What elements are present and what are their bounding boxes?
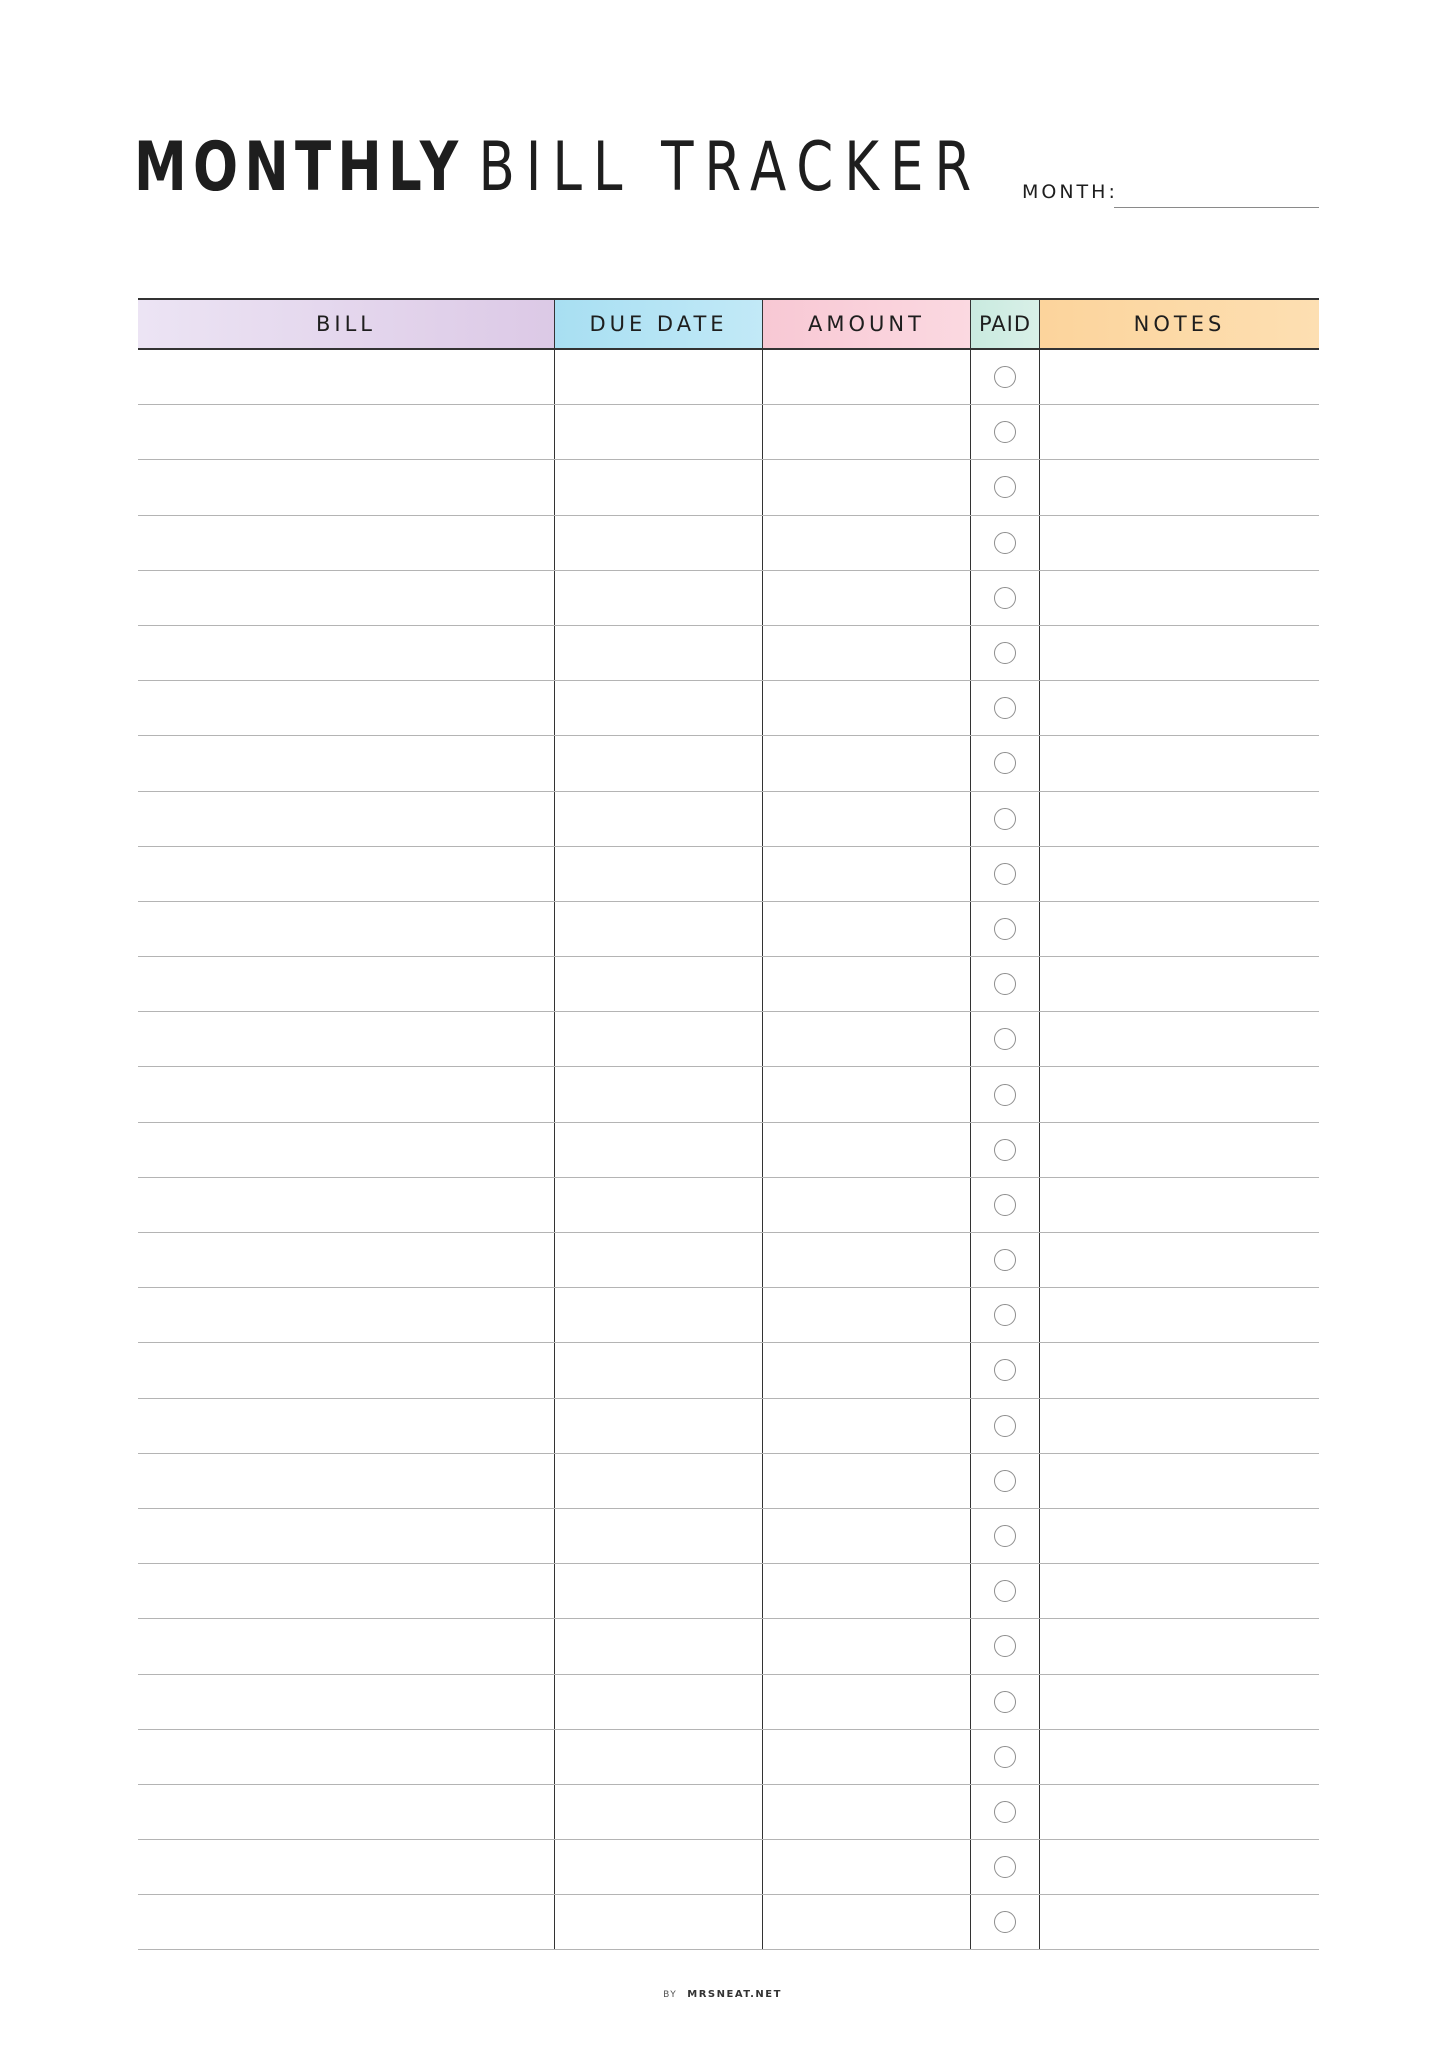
paid-checkbox[interactable] [994,642,1016,664]
bill-cell[interactable] [138,736,555,790]
title-light: BILL TRACKER [478,128,983,207]
bill-cell[interactable] [138,902,555,956]
header-notes: NOTES [1040,300,1319,348]
table-row [138,1785,1319,1840]
paid-cell[interactable] [971,1895,1040,1949]
paid-checkbox[interactable] [994,697,1016,719]
amount-cell[interactable] [763,902,971,956]
bill-cell[interactable] [138,1785,555,1839]
paid-checkbox[interactable] [994,1359,1016,1381]
paid-cell[interactable] [971,736,1040,790]
paid-cell[interactable] [971,1399,1040,1453]
bill-cell[interactable] [138,350,555,404]
bill-table [138,298,1319,1950]
due-date-cell[interactable] [555,1895,763,1949]
bill-cell[interactable] [138,1454,555,1508]
notes-cell[interactable] [1040,1730,1319,1784]
due-date-cell[interactable] [555,1178,763,1232]
paid-checkbox[interactable] [994,1746,1016,1768]
due-date-cell[interactable] [555,460,763,514]
amount-cell[interactable] [763,571,971,625]
amount-cell[interactable] [763,847,971,901]
title-bold: MONTHLY [134,128,465,207]
paid-cell[interactable] [971,957,1040,1011]
notes-cell[interactable] [1040,957,1319,1011]
paid-cell[interactable] [971,1840,1040,1894]
amount-cell[interactable] [763,1785,971,1839]
header-bill: BILL [138,300,555,348]
bill-cell[interactable] [138,571,555,625]
table-row [138,1730,1319,1785]
notes-cell[interactable] [1040,1454,1319,1508]
notes-cell[interactable] [1040,792,1319,846]
table-row [138,1564,1319,1619]
paid-checkbox[interactable] [994,1249,1016,1271]
paid-cell[interactable] [971,1619,1040,1673]
bill-cell[interactable] [138,1840,555,1894]
paid-checkbox[interactable] [994,1525,1016,1547]
paid-cell[interactable] [971,405,1040,459]
notes-cell[interactable] [1040,1178,1319,1232]
bill-cell[interactable] [138,1730,555,1784]
paid-checkbox[interactable] [994,1415,1016,1437]
notes-cell[interactable] [1040,1067,1319,1121]
amount-cell[interactable] [763,626,971,680]
amount-cell[interactable] [763,1840,971,1894]
paid-checkbox[interactable] [994,476,1016,498]
notes-cell[interactable] [1040,1564,1319,1618]
due-date-cell[interactable] [555,681,763,735]
paid-cell[interactable] [971,1178,1040,1232]
notes-cell[interactable] [1040,847,1319,901]
amount-cell[interactable] [763,1730,971,1784]
paid-cell[interactable] [971,1288,1040,1342]
due-date-cell[interactable] [555,1233,763,1287]
paid-cell[interactable] [971,460,1040,514]
table-row [138,1399,1319,1454]
notes-cell[interactable] [1040,1123,1319,1177]
header-amount: AMOUNT [763,300,971,348]
bill-cell[interactable] [138,1012,555,1066]
bill-cell[interactable] [138,1399,555,1453]
due-date-cell[interactable] [555,405,763,459]
notes-cell[interactable] [1040,736,1319,790]
amount-cell[interactable] [763,1619,971,1673]
due-date-cell[interactable] [555,1840,763,1894]
paid-checkbox[interactable] [994,1856,1016,1878]
bill-cell[interactable] [138,1233,555,1287]
table-row [138,350,1319,405]
paid-cell[interactable] [971,1564,1040,1618]
paid-cell[interactable] [971,1454,1040,1508]
month-input-line[interactable] [1114,207,1319,208]
header-due-date: DUE DATE [555,300,763,348]
month-label: MONTH: [1022,181,1118,203]
table-row [138,405,1319,460]
notes-cell[interactable] [1040,1840,1319,1894]
bill-cell[interactable] [138,1288,555,1342]
header-paid: PAID [971,300,1040,348]
paid-cell[interactable] [971,1675,1040,1729]
due-date-cell[interactable] [555,1619,763,1673]
due-date-cell[interactable] [555,1012,763,1066]
amount-cell[interactable] [763,792,971,846]
paid-cell[interactable] [971,571,1040,625]
bill-cell[interactable] [138,1619,555,1673]
amount-cell[interactable] [763,460,971,514]
due-date-cell[interactable] [555,1730,763,1784]
table-row [138,1288,1319,1343]
notes-cell[interactable] [1040,1895,1319,1949]
amount-cell[interactable] [763,1343,971,1397]
notes-cell[interactable] [1040,626,1319,680]
due-date-cell[interactable] [555,1123,763,1177]
notes-cell[interactable] [1040,681,1319,735]
table-row [138,626,1319,681]
notes-cell[interactable] [1040,1675,1319,1729]
amount-cell[interactable] [763,1233,971,1287]
table-row [138,460,1319,515]
paid-cell[interactable] [971,847,1040,901]
notes-cell[interactable] [1040,1233,1319,1287]
table-row [138,1675,1319,1730]
table-row [138,1178,1319,1233]
paid-checkbox[interactable] [994,1911,1016,1933]
paid-checkbox[interactable] [994,973,1016,995]
amount-cell[interactable] [763,1895,971,1949]
amount-cell[interactable] [763,1399,971,1453]
paid-checkbox[interactable] [994,1139,1016,1161]
bill-cell[interactable] [138,1343,555,1397]
paid-cell[interactable] [971,902,1040,956]
paid-checkbox[interactable] [994,752,1016,774]
paid-checkbox[interactable] [994,808,1016,830]
bill-cell[interactable] [138,681,555,735]
table-row [138,1343,1319,1398]
table-row [138,1619,1319,1674]
notes-cell[interactable] [1040,902,1319,956]
amount-cell[interactable] [763,516,971,570]
bill-cell[interactable] [138,957,555,1011]
bill-cell[interactable] [138,1509,555,1563]
bill-cell[interactable] [138,792,555,846]
due-date-cell[interactable] [555,1399,763,1453]
table-row [138,736,1319,791]
table-row [138,516,1319,571]
table-row [138,1840,1319,1895]
page-title [134,118,982,218]
paid-cell[interactable] [971,1123,1040,1177]
table-row [138,957,1319,1012]
footer-by: BY [663,1990,678,2000]
amount-cell[interactable] [763,1509,971,1563]
due-date-cell[interactable] [555,736,763,790]
amount-cell[interactable] [763,1454,971,1508]
notes-cell[interactable] [1040,1288,1319,1342]
table-row [138,681,1319,736]
notes-cell[interactable] [1040,1785,1319,1839]
due-date-cell[interactable] [555,1675,763,1729]
paid-cell[interactable] [971,1012,1040,1066]
due-date-cell[interactable] [555,792,763,846]
paid-checkbox[interactable] [994,1084,1016,1106]
table-row [138,1509,1319,1564]
notes-cell[interactable] [1040,1343,1319,1397]
paid-cell[interactable] [971,681,1040,735]
paid-checkbox[interactable] [994,1028,1016,1050]
notes-cell[interactable] [1040,516,1319,570]
paid-cell[interactable] [971,1233,1040,1287]
paid-checkbox[interactable] [994,532,1016,554]
paid-cell[interactable] [971,626,1040,680]
table-row [138,1012,1319,1067]
paid-checkbox[interactable] [994,1304,1016,1326]
footer-site: MRSNEAT.NET [687,1989,782,2000]
due-date-cell[interactable] [555,1343,763,1397]
paid-checkbox[interactable] [994,1580,1016,1602]
amount-cell[interactable] [763,1288,971,1342]
notes-cell[interactable] [1040,571,1319,625]
paid-checkbox[interactable] [994,918,1016,940]
due-date-cell[interactable] [555,957,763,1011]
notes-cell[interactable] [1040,460,1319,514]
amount-cell[interactable] [763,1675,971,1729]
paid-checkbox[interactable] [994,1470,1016,1492]
amount-cell[interactable] [763,1012,971,1066]
due-date-cell[interactable] [555,626,763,680]
amount-cell[interactable] [763,405,971,459]
bill-cell[interactable] [138,1675,555,1729]
table-row [138,792,1319,847]
amount-cell[interactable] [763,1123,971,1177]
table-header [138,298,1319,350]
table-row [138,1454,1319,1509]
paid-checkbox[interactable] [994,587,1016,609]
due-date-cell[interactable] [555,847,763,901]
due-date-cell[interactable] [555,1454,763,1508]
paid-cell[interactable] [971,1343,1040,1397]
paid-cell[interactable] [971,1067,1040,1121]
paid-checkbox[interactable] [994,863,1016,885]
table-row [138,571,1319,626]
notes-cell[interactable] [1040,1509,1319,1563]
due-date-cell[interactable] [555,1067,763,1121]
footer-credit [0,1989,1445,2000]
paid-checkbox[interactable] [994,1801,1016,1823]
due-date-cell[interactable] [555,350,763,404]
paid-cell[interactable] [971,1509,1040,1563]
notes-cell[interactable] [1040,350,1319,404]
amount-cell[interactable] [763,1067,971,1121]
table-row [138,1123,1319,1178]
due-date-cell[interactable] [555,1509,763,1563]
amount-cell[interactable] [763,957,971,1011]
paid-checkbox[interactable] [994,421,1016,443]
bill-cell[interactable] [138,1178,555,1232]
amount-cell[interactable] [763,1564,971,1618]
paid-cell[interactable] [971,792,1040,846]
table-row [138,902,1319,957]
bill-cell[interactable] [138,1067,555,1121]
bill-cell[interactable] [138,847,555,901]
bill-cell[interactable] [138,1564,555,1618]
paid-cell[interactable] [971,350,1040,404]
notes-cell[interactable] [1040,1619,1319,1673]
due-date-cell[interactable] [555,571,763,625]
paid-cell[interactable] [971,516,1040,570]
amount-cell[interactable] [763,736,971,790]
bill-cell[interactable] [138,626,555,680]
bill-cell[interactable] [138,405,555,459]
notes-cell[interactable] [1040,1012,1319,1066]
bill-cell[interactable] [138,1895,555,1949]
bill-cell[interactable] [138,460,555,514]
bill-cell[interactable] [138,1123,555,1177]
due-date-cell[interactable] [555,516,763,570]
paid-checkbox[interactable] [994,1691,1016,1713]
notes-cell[interactable] [1040,405,1319,459]
due-date-cell[interactable] [555,902,763,956]
table-row [138,1067,1319,1122]
amount-cell[interactable] [763,350,971,404]
paid-cell[interactable] [971,1730,1040,1784]
paid-checkbox[interactable] [994,1194,1016,1216]
table-body [138,350,1319,1950]
table-row [138,1233,1319,1288]
paid-cell[interactable] [971,1785,1040,1839]
amount-cell[interactable] [763,681,971,735]
due-date-cell[interactable] [555,1288,763,1342]
notes-cell[interactable] [1040,1399,1319,1453]
amount-cell[interactable] [763,1178,971,1232]
paid-checkbox[interactable] [994,1635,1016,1657]
due-date-cell[interactable] [555,1785,763,1839]
table-row [138,1895,1319,1950]
table-row [138,847,1319,902]
paid-checkbox[interactable] [994,366,1016,388]
due-date-cell[interactable] [555,1564,763,1618]
bill-cell[interactable] [138,516,555,570]
